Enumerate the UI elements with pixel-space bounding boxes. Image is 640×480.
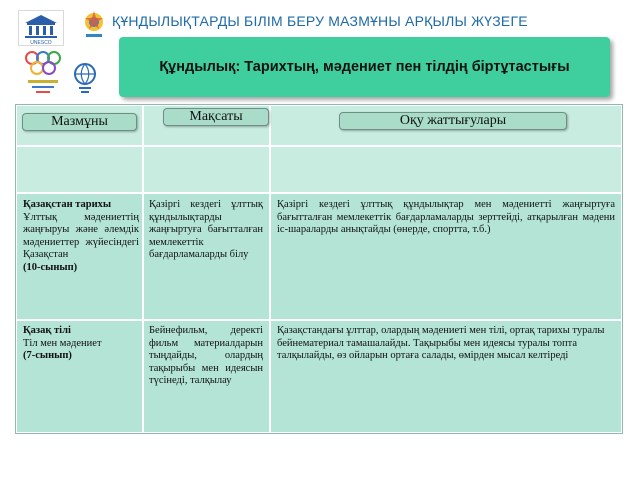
page-title: ҚҰНДЫЛЫҚТАРДЫ БІЛІМ БЕРУ МАЗМҰНЫ АРҚЫЛЫ ЖҮЗЕГЕ [112,13,528,29]
row2-goal: Бейнефильм, деректі фильм материалдарын тыңдайды, олардың тақырыбы мен идеясын түсінеді, талқылау [149,325,263,386]
row2-grade: (7-сынып) [23,350,72,361]
subheader-cell-exercises [270,146,622,193]
row1-grade: (10-сынып) [23,261,78,273]
globe-icon [72,60,98,96]
row2-content [23,325,139,363]
row1-exercise: Қазіргі кездегі ұлттық құндылықтар мен мәдениетті жаңғыртуға бағытталған мемлекеттік бағдарламаларды зерттейді, атқарылған мәдени іс-шараларды анықтайды (өнерде, спортта, т.б.) [277,199,615,235]
emblem-logo [82,8,106,44]
emblem-icon [82,8,106,44]
subheader-cell-content [16,146,143,193]
goal-header-pill: Мақсаты [163,108,269,126]
exercises-header-pill: Оқу жаттығулары [339,112,567,130]
row2-topic: Тіл мен мәдениет [23,337,102,349]
unesco-temple-icon [19,11,63,45]
unesco-logo [18,10,64,46]
content-table [15,104,623,434]
row1-content [23,199,139,274]
row1-subject: Қазақстан тарихы [23,199,112,210]
value-banner: Құндылық: Тарихтың, мәдениет пен тілдің біртұтастығы [119,37,610,97]
row2-exercise: Қазақстандағы ұлттар, олардың мәдениеті мен тілі, ортақ тарихы туралы бейнематериал тамашалайды. Тақырыбы мен идеясы туралы топта талқылайды, өз ойларын ортаға салады, өмірден мысал келтіреді [277,325,605,361]
rings-logo [22,48,64,98]
unesco-logo-text: UNESCO [30,40,52,45]
row1-goal: Қазіргі кездегі ұлттық құндылықтарды жаңғыртуға бағытталған мемлекеттік бағдарламаларды білу [149,199,263,260]
subheader-cell-goal [143,146,270,193]
row1-topic: Ұлттық мәдениеттің жаңғыруы және әлемдік мәдениеттер жүйесіндегі Қазақстан [23,211,139,260]
content-header-pill: Мазмұны [22,113,137,131]
globe-logo [72,60,98,96]
rings-icon [22,48,64,98]
row2-subject: Қазақ тілі [23,325,71,336]
